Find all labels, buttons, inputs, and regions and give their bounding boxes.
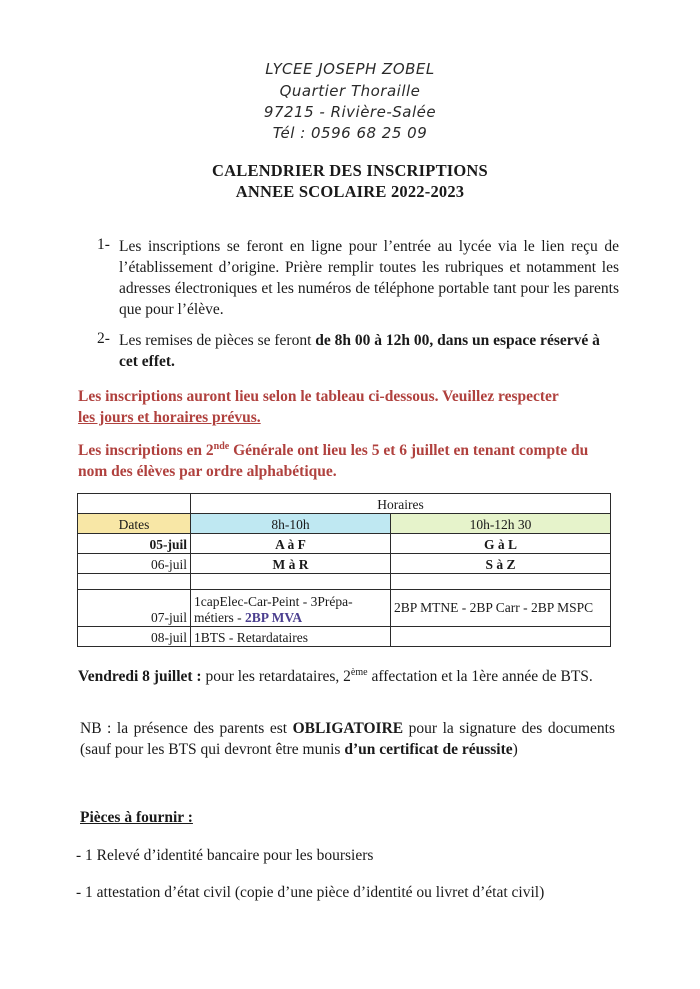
slot1-header: 8h-10h [191, 514, 391, 534]
row-slot2: 2BP MTNE - 2BP Carr - 2BP MSPC [391, 590, 611, 627]
table-row-spacer [78, 574, 611, 590]
row-slot1 [191, 590, 391, 627]
notice-seconde-sup: nde [213, 440, 230, 452]
row-slot1-line1: 1capElec-Car-Peint - 3Prépa- [194, 594, 353, 609]
row-date: 05-juil [78, 534, 191, 554]
nb-mid: pour la signature des documents (sauf pour les BTS qui devront être munis [80, 720, 615, 758]
list-item: - 1 attestation d’état civil (copie d’une pièce d’identité ou livret d’état civil) [76, 884, 545, 901]
nb-bold2: d’un certificat de réussite [344, 741, 513, 758]
item-text: Les inscriptions se feront en ligne pour l’entrée au lycée via le lien reçu de l’établissement d’origine. Prière remplir toutes les rubriques et notamment les adresses électroniques et les numéros de téléphone portable tant pour les parents que pour l’élève. [119, 238, 619, 318]
item-text-plain: Les remises de pièces se feront [119, 332, 316, 349]
notice-seconde-pre: Les inscriptions en 2 [78, 442, 214, 459]
row-date: 07-juil [78, 590, 191, 627]
table-cell [78, 494, 191, 514]
row-slot2: G à L [391, 534, 611, 554]
item-text [119, 330, 619, 372]
nb-bold1: OBLIGATOIRE [292, 720, 404, 737]
row-date: 06-juil [78, 554, 191, 574]
item-number: 2- [97, 330, 110, 347]
table-row [78, 514, 611, 534]
notice-schedule-line2: les jours et horaires prévus. [78, 409, 261, 426]
row-slot1-line2-bold: 2BP MVA [244, 610, 303, 625]
row-slot2 [391, 627, 611, 647]
friday-note [78, 666, 616, 687]
horaires-header: Horaires [191, 494, 611, 514]
table-row [78, 554, 611, 574]
table-cell [391, 574, 611, 590]
table-row [78, 494, 611, 514]
notice-seconde [78, 440, 618, 482]
row-slot1: A à F [191, 534, 391, 554]
page-subtitle: ANNEE SCOLAIRE 2022-2023 [235, 182, 465, 201]
nb-note [80, 718, 615, 760]
list-item: - 1 Relevé d’identité bancaire pour les boursiers [76, 847, 374, 864]
friday-post: affectation et la 1ère année de BTS. [367, 668, 593, 685]
table-row [78, 534, 611, 554]
page-title: CALENDRIER DES INSCRIPTIONS [212, 161, 488, 180]
schedule-table [77, 493, 611, 647]
school-district: Quartier Thoraille [279, 82, 421, 100]
row-date: 08-juil [78, 627, 191, 647]
row-slot2: S à Z [391, 554, 611, 574]
notice-schedule-line1: Les inscriptions auront lieu selon le tableau ci-dessous. Veuillez respecter [78, 388, 559, 405]
notice-seconde-post: Générale ont lieu les 5 et 6 juillet en tenant compte du nom des élèves par ordre alphabétique. [78, 442, 589, 480]
table-row [78, 590, 611, 627]
nb-pre: NB : la présence des parents est [80, 720, 293, 737]
friday-bold: Vendredi 8 juillet : [78, 668, 202, 685]
table-cell [78, 574, 191, 590]
slot2-header: 10h-12h 30 [391, 514, 611, 534]
table-row [78, 627, 611, 647]
friday-pre: pour les retardataires, 2 [201, 668, 351, 685]
row-slot1: 1BTS - Retardataires [191, 627, 391, 647]
dates-header: Dates [78, 514, 191, 534]
item-number: 1- [97, 236, 110, 253]
school-city: 97215 - Rivière-Salée [263, 103, 437, 121]
pieces-heading-text: Pièces à fournir : [80, 809, 193, 826]
row-slot1-line2-pre: métiers - [194, 610, 245, 625]
friday-sup: ème [350, 666, 368, 678]
item-text-bold: de 8h 00 à 12h 00, dans un espace réservé à cet effet. [119, 332, 600, 370]
nb-post: ) [512, 741, 518, 758]
table-cell [191, 574, 391, 590]
school-name: LYCEE JOSEPH ZOBEL [265, 60, 435, 78]
notice-schedule [78, 386, 618, 428]
pieces-heading [80, 807, 193, 828]
row-slot1: M à R [191, 554, 391, 574]
school-phone: Tél : 0596 68 25 09 [272, 124, 428, 142]
